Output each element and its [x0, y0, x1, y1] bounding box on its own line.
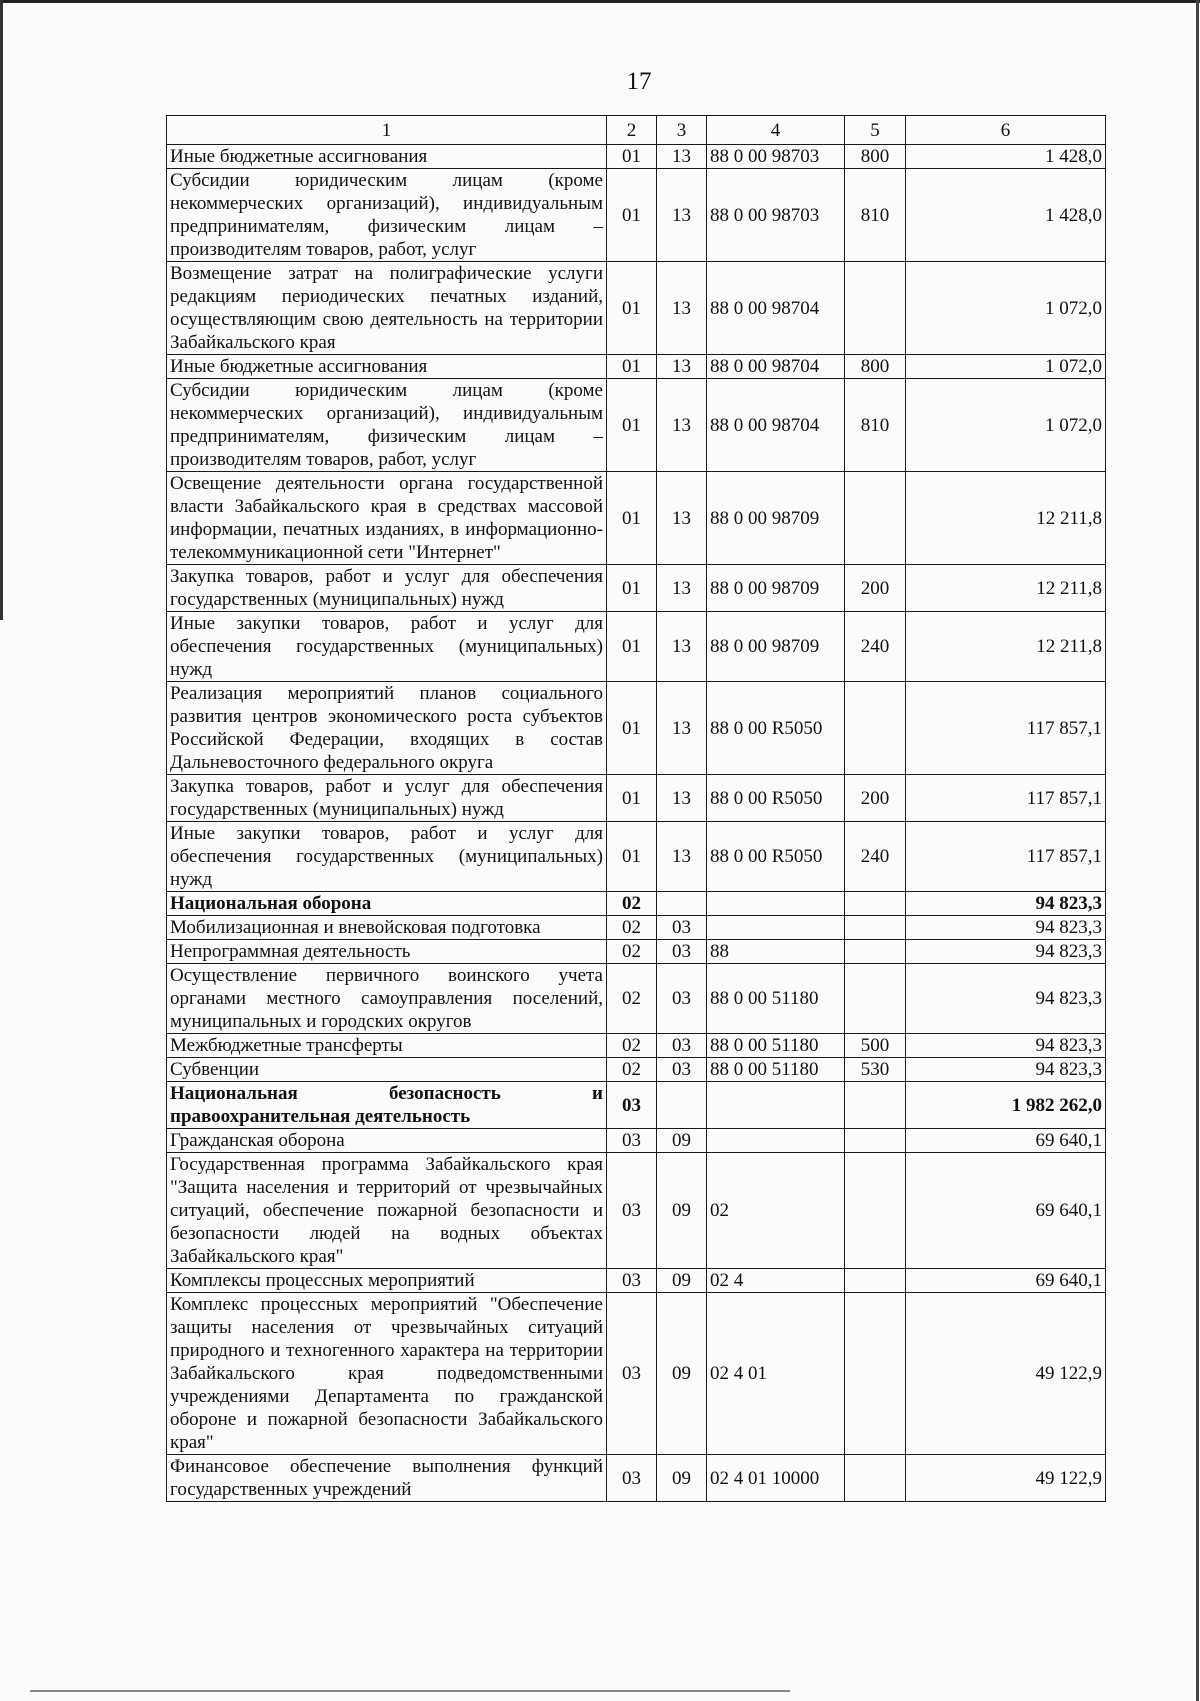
- row-section-cell: 01: [607, 682, 657, 775]
- row-name-cell: Финансовое обеспечение выполнения функций государственных учреждений: [167, 1455, 607, 1502]
- table-row: [167, 682, 1106, 775]
- column-header-4: 4: [707, 116, 845, 145]
- row-section-cell: 01: [607, 775, 657, 822]
- table-row: [167, 355, 1106, 379]
- row-expense-type-cell: [845, 262, 906, 355]
- table-row: [167, 565, 1106, 612]
- row-name-cell: Национальная оборона: [167, 892, 607, 916]
- row-name-cell: Государственная программа Забайкальского края "Защита населения и территорий от чрезвычайных ситуаций, обеспечение пожарной безопасности и безопасности людей на водных объектах Забайкальского края": [167, 1153, 607, 1269]
- row-sum-cell: 69 640,1: [906, 1269, 1106, 1293]
- table-row: [167, 822, 1106, 892]
- row-sum-cell: 49 122,9: [906, 1455, 1106, 1502]
- row-section-cell: 03: [607, 1455, 657, 1502]
- row-sum-cell: 94 823,3: [906, 892, 1106, 916]
- row-target-code-cell: 02 4 01: [707, 1293, 845, 1455]
- row-sum-cell: 1 428,0: [906, 169, 1106, 262]
- row-section-cell: 02: [607, 892, 657, 916]
- row-target-code-cell: 02 4 01 10000: [707, 1455, 845, 1502]
- row-target-code-cell: 88 0 00 R5050: [707, 775, 845, 822]
- table-row: [167, 472, 1106, 565]
- table-row: [167, 1269, 1106, 1293]
- row-target-code-cell: 88 0 00 98704: [707, 379, 845, 472]
- row-subsection-cell: 09: [657, 1455, 707, 1502]
- row-name-cell: Иные закупки товаров, работ и услуг для обеспечения государственных (муниципальных) нужд: [167, 612, 607, 682]
- row-name-cell: Освещение деятельности органа государственной власти Забайкальского края в средствах массовой информации, печатных изданиях, в информационно-телекоммуникационной сети "Интернет": [167, 472, 607, 565]
- row-expense-type-cell: [845, 964, 906, 1034]
- row-section-cell: 01: [607, 379, 657, 472]
- row-target-code-cell: 02: [707, 1153, 845, 1269]
- row-subsection-cell: 13: [657, 169, 707, 262]
- row-name-cell: Непрограммная деятельность: [167, 940, 607, 964]
- row-subsection-cell: 13: [657, 822, 707, 892]
- row-target-code-cell: 88 0 00 51180: [707, 964, 845, 1034]
- row-section-cell: 01: [607, 355, 657, 379]
- row-subsection-cell: 09: [657, 1269, 707, 1293]
- column-header-1: 1: [167, 116, 607, 145]
- row-sum-cell: 1 982 262,0: [906, 1082, 1106, 1129]
- row-name-cell: Комплексы процессных мероприятий: [167, 1269, 607, 1293]
- row-expense-type-cell: [845, 1153, 906, 1269]
- row-target-code-cell: 88 0 00 98703: [707, 145, 845, 169]
- row-section-cell: 03: [607, 1082, 657, 1129]
- row-section-cell: 02: [607, 940, 657, 964]
- scan-edge-right: [1196, 0, 1199, 1701]
- row-target-code-cell: 88 0 00 98704: [707, 262, 845, 355]
- table-row: [167, 262, 1106, 355]
- row-subsection-cell: 03: [657, 1034, 707, 1058]
- table-row: [167, 1034, 1106, 1058]
- row-subsection-cell: 03: [657, 1058, 707, 1082]
- row-target-code-cell: 02 4: [707, 1269, 845, 1293]
- row-target-code-cell: 88 0 00 98703: [707, 169, 845, 262]
- row-expense-type-cell: 530: [845, 1058, 906, 1082]
- row-target-code-cell: 88 0 00 98709: [707, 612, 845, 682]
- row-name-cell: Закупка товаров, работ и услуг для обеспечения государственных (муниципальных) нужд: [167, 565, 607, 612]
- row-sum-cell: 69 640,1: [906, 1129, 1106, 1153]
- row-subsection-cell: 09: [657, 1129, 707, 1153]
- row-section-cell: 02: [607, 916, 657, 940]
- table-row: [167, 169, 1106, 262]
- column-header-6: 6: [906, 116, 1106, 145]
- page-number: 17: [626, 68, 652, 95]
- row-expense-type-cell: [845, 682, 906, 775]
- row-sum-cell: 1 428,0: [906, 145, 1106, 169]
- row-subsection-cell: [657, 892, 707, 916]
- row-subsection-cell: [657, 1082, 707, 1129]
- row-subsection-cell: 03: [657, 916, 707, 940]
- table-row: [167, 1058, 1106, 1082]
- row-name-cell: Реализация мероприятий планов социального развития центров экономического роста субъектов Российской Федерации, входящих в состав Дальневосточного федерального округа: [167, 682, 607, 775]
- row-sum-cell: 12 211,8: [906, 565, 1106, 612]
- row-target-code-cell: 88 0 00 R5050: [707, 822, 845, 892]
- row-name-cell: Гражданская оборона: [167, 1129, 607, 1153]
- row-name-cell: Мобилизационная и вневойсковая подготовка: [167, 916, 607, 940]
- table-row: [167, 145, 1106, 169]
- row-name-cell: Субсидии юридическим лицам (кроме некоммерческих организаций), индивидуальным предпринимателям, физическим лицам – производителям товаров, работ, услуг: [167, 169, 607, 262]
- row-expense-type-cell: 810: [845, 379, 906, 472]
- row-section-cell: 01: [607, 169, 657, 262]
- row-sum-cell: 12 211,8: [906, 612, 1106, 682]
- row-target-code-cell: 88 0 00 51180: [707, 1034, 845, 1058]
- row-sum-cell: 12 211,8: [906, 472, 1106, 565]
- row-expense-type-cell: 800: [845, 355, 906, 379]
- row-target-code-cell: 88 0 00 51180: [707, 1058, 845, 1082]
- row-subsection-cell: 03: [657, 964, 707, 1034]
- row-expense-type-cell: [845, 1293, 906, 1455]
- scan-edge-top: [0, 0, 1200, 3]
- row-subsection-cell: 09: [657, 1153, 707, 1269]
- column-header-2: 2: [607, 116, 657, 145]
- row-section-cell: 01: [607, 565, 657, 612]
- column-header-5: 5: [845, 116, 906, 145]
- row-target-code-cell: 88 0 00 R5050: [707, 682, 845, 775]
- table-row: [167, 1082, 1106, 1129]
- row-subsection-cell: 09: [657, 1293, 707, 1455]
- table-row: [167, 612, 1106, 682]
- row-expense-type-cell: [845, 892, 906, 916]
- row-name-cell: Субсидии юридическим лицам (кроме некоммерческих организаций), индивидуальным предпринимателям, физическим лицам – производителям товаров, работ, услуг: [167, 379, 607, 472]
- scan-edge-bottom: [30, 1690, 790, 1692]
- row-sum-cell: 1 072,0: [906, 355, 1106, 379]
- row-sum-cell: 94 823,3: [906, 964, 1106, 1034]
- row-subsection-cell: 13: [657, 682, 707, 775]
- table-row: [167, 1153, 1106, 1269]
- row-section-cell: 03: [607, 1129, 657, 1153]
- row-sum-cell: 49 122,9: [906, 1293, 1106, 1455]
- row-target-code-cell: [707, 892, 845, 916]
- row-expense-type-cell: [845, 1129, 906, 1153]
- row-section-cell: 01: [607, 822, 657, 892]
- row-target-code-cell: [707, 1082, 845, 1129]
- table-row: [167, 940, 1106, 964]
- row-expense-type-cell: [845, 1455, 906, 1502]
- row-name-cell: Субвенции: [167, 1058, 607, 1082]
- row-name-cell: Иные бюджетные ассигнования: [167, 145, 607, 169]
- row-subsection-cell: 13: [657, 355, 707, 379]
- row-expense-type-cell: [845, 940, 906, 964]
- row-expense-type-cell: [845, 916, 906, 940]
- row-name-cell: Осуществление первичного воинского учета органами местного самоуправления поселений, муниципальных и городских округов: [167, 964, 607, 1034]
- table-row: [167, 916, 1106, 940]
- row-subsection-cell: 13: [657, 612, 707, 682]
- row-sum-cell: 117 857,1: [906, 682, 1106, 775]
- row-target-code-cell: 88 0 00 98704: [707, 355, 845, 379]
- table-row: [167, 1455, 1106, 1502]
- row-sum-cell: 1 072,0: [906, 379, 1106, 472]
- row-expense-type-cell: 800: [845, 145, 906, 169]
- row-name-cell: Иные закупки товаров, работ и услуг для обеспечения государственных (муниципальных) нужд: [167, 822, 607, 892]
- row-subsection-cell: 13: [657, 379, 707, 472]
- row-expense-type-cell: 240: [845, 612, 906, 682]
- row-name-cell: Закупка товаров, работ и услуг для обеспечения государственных (муниципальных) нужд: [167, 775, 607, 822]
- table-row: [167, 775, 1106, 822]
- row-expense-type-cell: 240: [845, 822, 906, 892]
- row-subsection-cell: 13: [657, 565, 707, 612]
- row-name-cell: Комплекс процессных мероприятий "Обеспечение защиты населения от чрезвычайных ситуаций природного и техногенного характера на территории Забайкальского края подведомственными учреждениями Департамента по гражданской обороне и пожарной безопасности Забайкальского края": [167, 1293, 607, 1455]
- row-expense-type-cell: 200: [845, 565, 906, 612]
- row-sum-cell: 94 823,3: [906, 1034, 1106, 1058]
- row-name-cell: Национальная безопасность и правоохранительная деятельность: [167, 1082, 607, 1129]
- row-section-cell: 03: [607, 1153, 657, 1269]
- table-row: [167, 964, 1106, 1034]
- row-target-code-cell: 88 0 00 98709: [707, 472, 845, 565]
- row-subsection-cell: 13: [657, 472, 707, 565]
- row-target-code-cell: 88 0 00 98709: [707, 565, 845, 612]
- row-name-cell: Межбюджетные трансферты: [167, 1034, 607, 1058]
- row-section-cell: 01: [607, 145, 657, 169]
- row-sum-cell: 1 072,0: [906, 262, 1106, 355]
- row-target-code-cell: 88: [707, 940, 845, 964]
- table-row: [167, 892, 1106, 916]
- row-expense-type-cell: 810: [845, 169, 906, 262]
- row-target-code-cell: [707, 916, 845, 940]
- row-sum-cell: 69 640,1: [906, 1153, 1106, 1269]
- row-name-cell: Иные бюджетные ассигнования: [167, 355, 607, 379]
- table-row: [167, 1129, 1106, 1153]
- table-row: [167, 379, 1106, 472]
- row-section-cell: 02: [607, 1058, 657, 1082]
- row-section-cell: 01: [607, 262, 657, 355]
- table-body: [167, 145, 1106, 1502]
- row-sum-cell: 117 857,1: [906, 775, 1106, 822]
- row-expense-type-cell: 500: [845, 1034, 906, 1058]
- row-sum-cell: 94 823,3: [906, 916, 1106, 940]
- row-subsection-cell: 13: [657, 145, 707, 169]
- row-section-cell: 03: [607, 1269, 657, 1293]
- row-section-cell: 01: [607, 612, 657, 682]
- row-expense-type-cell: [845, 472, 906, 565]
- budget-table: [166, 115, 1106, 1502]
- row-expense-type-cell: 200: [845, 775, 906, 822]
- row-subsection-cell: 13: [657, 262, 707, 355]
- row-section-cell: 02: [607, 964, 657, 1034]
- row-sum-cell: 94 823,3: [906, 940, 1106, 964]
- table-row: [167, 1293, 1106, 1455]
- row-section-cell: 03: [607, 1293, 657, 1455]
- column-header-3: 3: [657, 116, 707, 145]
- table-header-row: [167, 116, 1106, 145]
- row-sum-cell: 94 823,3: [906, 1058, 1106, 1082]
- row-section-cell: 01: [607, 472, 657, 565]
- row-expense-type-cell: [845, 1082, 906, 1129]
- row-sum-cell: 117 857,1: [906, 822, 1106, 892]
- row-subsection-cell: 03: [657, 940, 707, 964]
- row-name-cell: Возмещение затрат на полиграфические услуги редакциям периодических печатных изданий, осуществляющим свою деятельность на территории Забайкальского края: [167, 262, 607, 355]
- row-expense-type-cell: [845, 1269, 906, 1293]
- row-section-cell: 02: [607, 1034, 657, 1058]
- row-target-code-cell: [707, 1129, 845, 1153]
- row-subsection-cell: 13: [657, 775, 707, 822]
